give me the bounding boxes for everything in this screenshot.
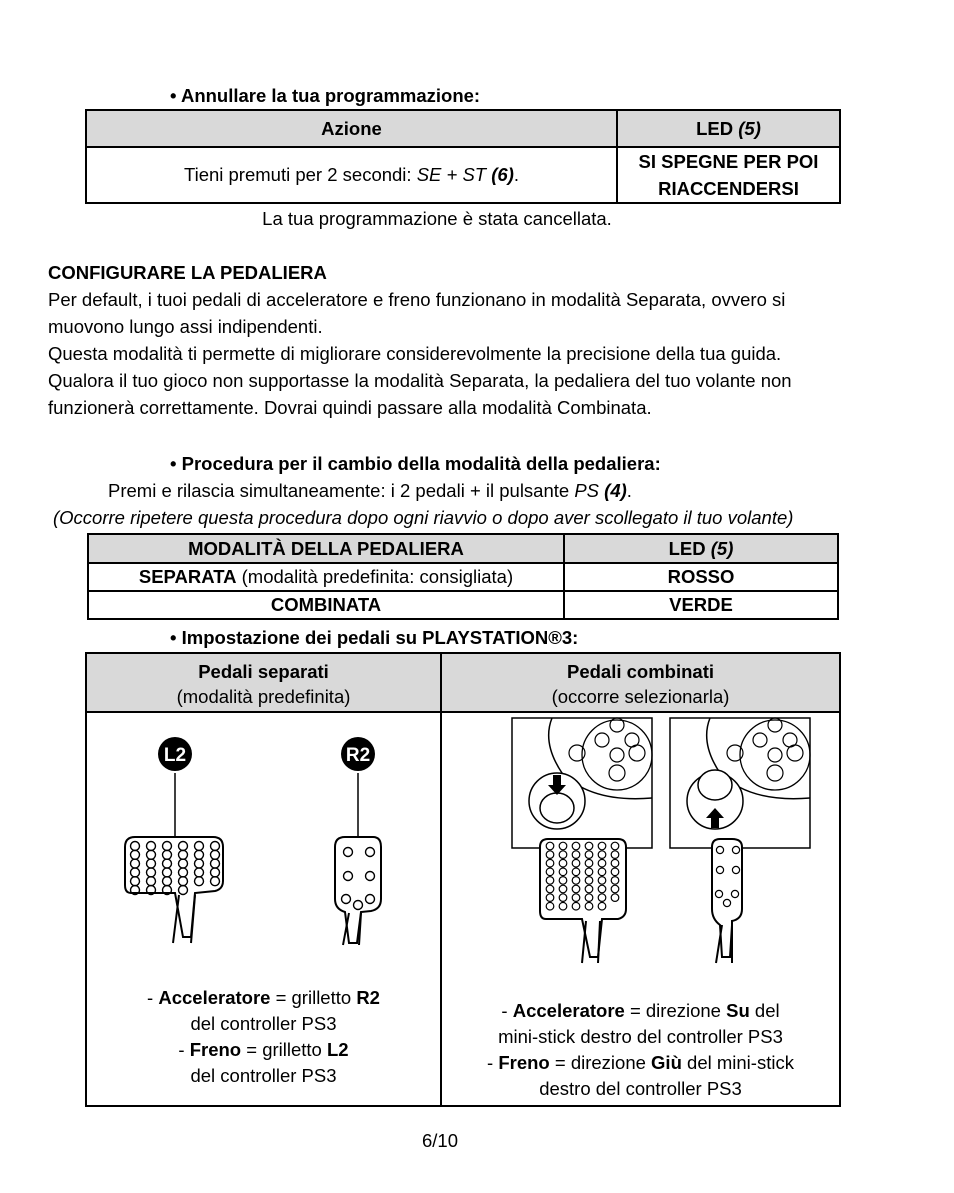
cancel-row-action: Tieni premuti per 2 secondi: SE + ST (6).: [86, 147, 617, 203]
cancel-col-led: LED (5): [617, 110, 840, 147]
bullet-dot: •: [170, 627, 177, 648]
pedals-p1: Per default, i tuoi pedali di acceleratore e freno funzionano in modalità Separata, ovvero si: [48, 289, 786, 310]
combined-line-brake: - Freno = direzione Giù del mini-stick: [487, 1052, 794, 1073]
combined-line-accelerator: - Acceleratore = direzione Su del: [501, 1000, 780, 1021]
mode-row-combined: COMBINATA: [88, 591, 564, 619]
mode-col-led: LED (5): [564, 534, 838, 563]
brake-pedal-icon: [125, 837, 223, 943]
mode-row-separate: SEPARATA (modalità predefinita: consigliata): [88, 563, 564, 591]
ps3-heading: • Impostazione dei pedali su PLAYSTATION®3:: [170, 627, 579, 648]
pedals-p2: muovono lungo assi indipendenti.: [48, 316, 323, 337]
combined-description: - Acceleratore = direzione Su del mini-stick destro del controller PS3 - Freno = direzione Giù del mini-stick destro del controller PS3: [442, 998, 839, 1102]
cancel-heading: • Annullare la tua programmazione:: [170, 85, 481, 106]
procedure-heading: • Procedura per il cambio della modalità della pedaliera:: [170, 453, 661, 474]
controller-stick-up-icon: [670, 718, 810, 848]
pedals-p5: funzionerà correttamente. Dovrai quindi passare alla modalità Combinata.: [48, 397, 652, 418]
page-number: 6/10: [421, 1130, 458, 1151]
accelerator-pedal-icon: [335, 837, 381, 945]
r2-trigger-icon: [341, 737, 375, 771]
separate-header: Pedali separati (modalità predefinita): [176, 661, 351, 707]
cancel-table: [85, 109, 841, 204]
bullet-dot: •: [170, 85, 177, 106]
combined-accelerator-pedal-icon: [712, 839, 742, 963]
ps3-table: [85, 652, 841, 1107]
pedals-title: CONFIGURARE LA PEDALIERA: [48, 262, 327, 283]
procedure-instruction: Premi e rilascia simultaneamente: i 2 pedali + il pulsante PS (4).: [108, 480, 632, 501]
separate-line-brake: - Freno = grilletto L2: [178, 1039, 349, 1060]
pedals-p3: Questa modalità ti permette di migliorare considerevolmente la precisione della tua guida.: [48, 343, 782, 364]
separate-description: - Acceleratore = grilletto R2 del controller PS3 - Freno = grilletto L2 del controller PS3: [87, 985, 440, 1089]
l2-trigger-icon: [158, 737, 192, 771]
mode-row-combined-led: VERDE: [564, 591, 838, 619]
pedals-p4: Qualora il tuo gioco non supportasse la modalità Separata, la pedaliera del tuo volante non: [48, 370, 792, 391]
combined-brake-pedal-icon: [540, 839, 626, 963]
mode-row-separate-led: ROSSO: [564, 563, 838, 591]
svg-text:L2: L2: [163, 745, 187, 766]
procedure-note: (Occorre ripetere questa procedura dopo ogni riavvio o dopo aver scollegato il tuo volante): [53, 507, 794, 528]
combined-header: Pedali combinati (occorre selezionarla): [551, 661, 730, 707]
separate-pedals-illustration: [87, 713, 440, 993]
cancel-col-action: Azione: [86, 110, 617, 147]
separate-line-accelerator: - Acceleratore = grilletto R2: [147, 987, 380, 1008]
combined-pedals-illustration: [442, 713, 839, 993]
svg-text:R2: R2: [345, 745, 371, 766]
mode-col-mode: MODALITÀ DELLA PEDALIERA: [88, 534, 564, 563]
cancel-note: La tua programmazione è stata cancellata.: [262, 208, 612, 229]
cancel-row-led: SI SPEGNE PER POI RIACCENDERSI: [617, 147, 840, 203]
mode-table: [87, 533, 839, 620]
bullet-dot: •: [170, 453, 177, 474]
controller-stick-down-icon: [512, 718, 652, 848]
pedals-text: [48, 286, 848, 421]
